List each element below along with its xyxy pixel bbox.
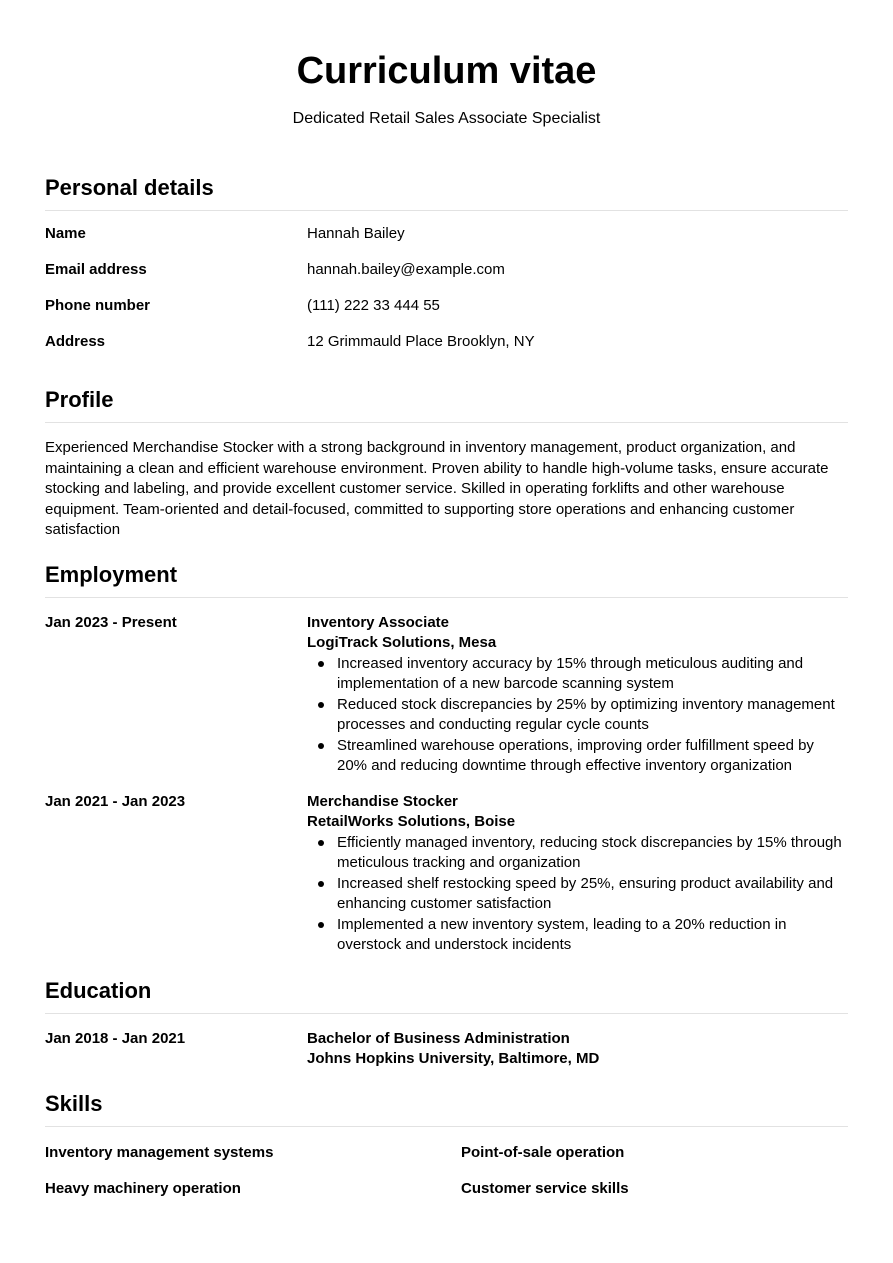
bullet-icon [318,661,324,667]
personal-details-table [45,211,848,368]
skill-item: Customer service skills [461,1179,629,1197]
list-item-text: Streamlined warehouse operations, improving order fulfillment speed by 20% and reducing downtime through effective inventory organization [337,736,814,775]
section-heading: Employment [45,561,848,598]
profile-text: Experienced Merchandise Stocker with a strong background in inventory management, product organization, and maintaining a clean and efficient warehouse environment. Proven ability to handle high-volume tasks, ensure accurate stocking and labeling, and provide excellent customer service. Skilled in operating forklifts and other warehouse equipment. Team-oriented and detail-focused, committed to supporting store operations and enhancing customer satisfaction [45,439,829,539]
section-heading: Education [45,977,848,1014]
bullet-icon [318,922,324,928]
detail-value: hannah.bailey@example.com [307,261,505,278]
education-section [45,956,848,1070]
entry-body [307,613,848,777]
job-title: Inventory Associate [307,613,449,631]
employment-entry [45,792,848,956]
detail-value: Hannah Bailey [307,225,405,242]
list-item [307,874,848,915]
achievement-list [307,654,848,777]
personal-details-section [45,129,848,368]
detail-label: Name [45,225,86,242]
achievement-list [307,833,848,956]
section-heading: Personal details [45,174,848,211]
detail-row-address [45,332,848,368]
school: Johns Hopkins University, Baltimore, MD [307,1050,600,1068]
detail-label: Phone number [45,297,151,314]
employer: LogiTrack Solutions, Mesa [307,634,497,652]
list-item [307,915,848,956]
job-title: Merchandise Stocker [307,792,458,810]
page-subtitle: Dedicated Retail Sales Associate Specialist [292,110,601,127]
detail-label: Address [45,333,106,350]
skill-item: Heavy machinery operation [45,1179,241,1197]
list-item [307,736,848,777]
bullet-icon [318,743,324,749]
entry-date: Jan 2023 - Present [45,613,177,631]
list-item-text: Increased shelf restocking speed by 25%, ensuring product availability and enhancing customer satisfaction [337,874,834,913]
list-item [307,695,848,736]
profile-section [45,368,848,541]
skills-section [45,1070,848,1199]
entry-body [307,792,848,956]
skill-item: Inventory management systems [45,1143,274,1161]
entry-date: Jan 2021 - Jan 2023 [45,792,186,810]
page-title: Curriculum vitae [296,50,597,92]
detail-value: 12 Grimmauld Place Brooklyn, NY [307,333,535,350]
employment-entry [45,613,848,777]
list-item-text: Implemented a new inventory system, leading to a 20% reduction in overstock and understock incidents [337,915,787,954]
employment-list [45,598,848,956]
entry-body [307,1029,848,1070]
skills-grid [45,1127,848,1199]
list-item [307,654,848,695]
list-item-text: Increased inventory accuracy by 15% through meticulous auditing and implementation of a new barcode scanning system [337,654,804,693]
list-item [307,833,848,874]
employer: RetailWorks Solutions, Boise [307,813,516,831]
detail-row-phone [45,296,848,332]
detail-row-name [45,224,848,260]
section-heading: Profile [45,386,848,423]
list-item-text: Reduced stock discrepancies by 25% by optimizing inventory management processes and conducting regular cycle counts [337,695,835,734]
detail-row-email [45,260,848,296]
employment-section [45,541,848,956]
skill-item: Point-of-sale operation [461,1143,625,1161]
section-heading: Skills [45,1090,848,1127]
list-item-text: Efficiently managed inventory, reducing stock discrepancies by 15% through meticulous tracking and organization [337,833,842,872]
detail-label: Email address [45,261,147,278]
education-list [45,1014,848,1070]
entry-date: Jan 2018 - Jan 2021 [45,1029,186,1047]
bullet-icon [318,881,324,887]
degree: Bachelor of Business Administration [307,1029,570,1047]
education-entry [45,1029,848,1070]
detail-value: (111) 222 33 444 55 [307,297,440,314]
bullet-icon [318,840,324,846]
bullet-icon [318,702,324,708]
